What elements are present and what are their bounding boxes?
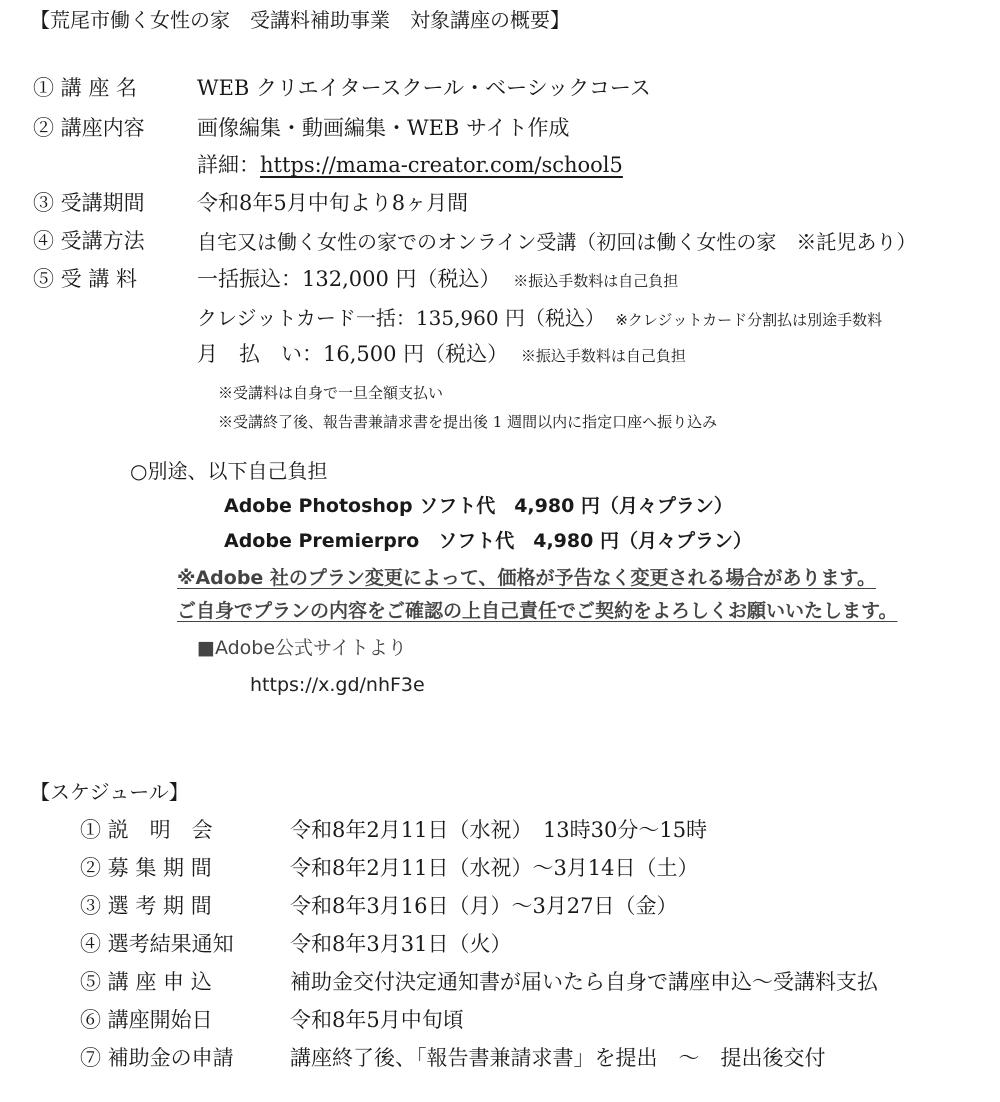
course-name-value: WEB クリエイタースクール・ベーシックコース — [197, 76, 651, 100]
schedule-value-recruitment: 令和8年2月11日（水祝）～3月14日（土） — [290, 856, 699, 880]
fee-monthly-value: 月 払 い：16,500 円（税込） — [197, 342, 509, 366]
price-change-warning: ※Adobe 社のプラン変更によって、価格が予告なく変更される場合があります。 — [177, 567, 877, 589]
course-method-label: ④ 受講方法 — [33, 229, 145, 253]
fee-lump — [197, 267, 678, 292]
schedule-label-application: ⑤ 講 座 申 込 — [80, 970, 212, 994]
schedule-value-subsidy: 講座終了後、「報告書兼請求書」を提出 ～ 提出後交付 — [290, 1046, 826, 1070]
schedule-label-result: ④ 選考結果通知 — [80, 932, 234, 956]
fee-monthly-note: ※振込手数料は自己負担 — [520, 347, 686, 365]
course-detail-prefix: 詳細： — [197, 153, 260, 177]
course-detail — [197, 153, 623, 178]
schedule-value-application: 補助金交付決定通知書が届いたら自身で講座申込～受講料支払 — [290, 970, 878, 994]
document-title: 【荒尾市働く女性の家 受講料補助事業 対象講座の概要】 — [30, 8, 570, 32]
course-method-value: 自宅又は働く女性の家でのオンライン受講（初回は働く女性の家 ※託児あり） — [197, 230, 917, 254]
schedule-label-start: ⑥ 講座開始日 — [80, 1008, 213, 1032]
course-period-label: ③ 受講期間 — [33, 191, 145, 215]
schedule-value-result: 令和8年3月31日（火） — [290, 932, 512, 956]
schedule-value-selection: 令和8年3月16日（月）～3月27日（金） — [290, 894, 678, 918]
schedule-heading: 【スケジュール】 — [30, 780, 189, 804]
course-content-value: 画像編集・動画編集・WEB サイト作成 — [197, 116, 570, 140]
fee-card — [197, 306, 882, 330]
extra-item-premierpro: Adobe Premierpro ソフト代 4,980 円（月々プラン） — [224, 530, 752, 552]
contract-responsibility-warning: ご自身でプランの内容をご確認の上自己責任でご契約をよろしくお願いいたします。 — [177, 600, 898, 622]
fee-monthly — [197, 342, 686, 367]
fee-card-note: ※クレジットカード分割払は別途手数料 — [615, 311, 883, 329]
adobe-source-link[interactable]: https://x.gd/nhF3e — [250, 674, 425, 696]
extra-heading: ○別途、以下自己負担 — [130, 459, 328, 483]
schedule-value-start: 令和8年5月中旬頃 — [290, 1008, 464, 1032]
schedule-label-recruitment: ② 募 集 期 間 — [80, 856, 212, 880]
adobe-source-label: ■Adobe公式サイトより — [197, 637, 407, 659]
fee-note-2: ※受講終了後、報告書兼請求書を提出後 1 週間以内に指定口座へ振り込み — [218, 413, 718, 431]
fee-lump-value: 一括振込：132,000 円（税込） — [197, 267, 501, 291]
schedule-value-briefing: 令和8年2月11日（水祝） 13時30分～15時 — [290, 818, 708, 842]
schedule-label-selection: ③ 選 考 期 間 — [80, 894, 212, 918]
extra-item-photoshop: Adobe Photoshop ソフト代 4,980 円（月々プラン） — [224, 495, 733, 517]
course-detail-link[interactable]: https://mama-creator.com/school5 — [260, 153, 623, 177]
fee-lump-note: ※振込手数料は自己負担 — [513, 272, 679, 290]
schedule-label-briefing: ① 説 明 会 — [80, 818, 213, 842]
fee-note-1: ※受講料は自身で一旦全額支払い — [218, 384, 444, 402]
course-content-label: ② 講座内容 — [33, 116, 145, 140]
schedule-label-subsidy: ⑦ 補助金の申請 — [80, 1046, 234, 1070]
course-fee-label: ⑤ 受 講 料 — [33, 267, 138, 291]
course-period-value: 令和8年5月中旬より8ヶ月間 — [197, 191, 469, 215]
course-name-label: ① 講 座 名 — [33, 76, 138, 100]
fee-card-value: クレジットカード一括：135,960 円（税込） — [197, 306, 605, 330]
